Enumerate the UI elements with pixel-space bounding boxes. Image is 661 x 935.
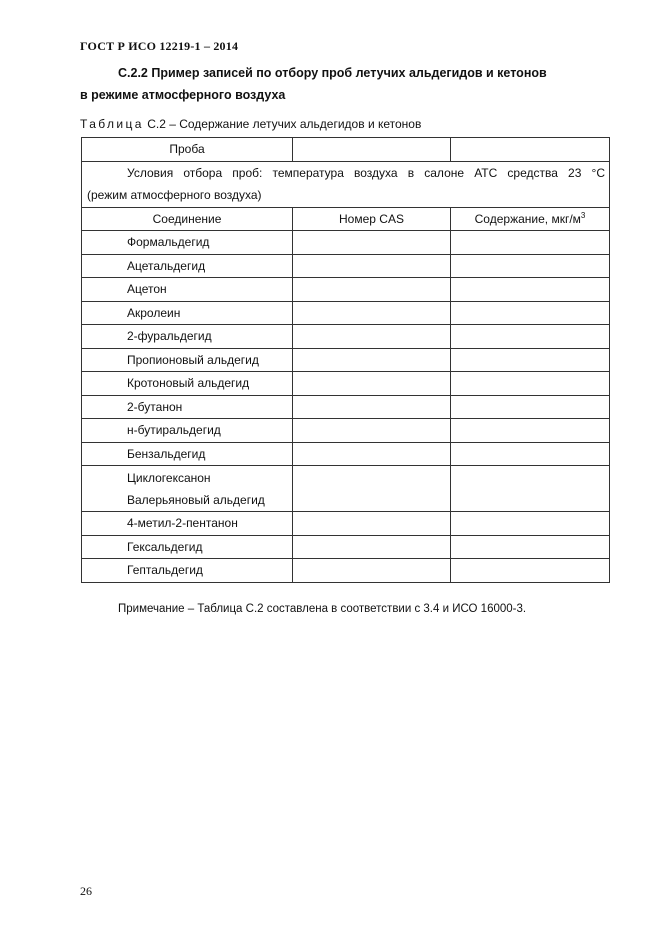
compound-name: Бензальдегид: [82, 442, 293, 466]
content-cell: [451, 301, 610, 325]
cas-cell: [293, 231, 451, 255]
header-content: [451, 207, 610, 231]
content-cell: [451, 442, 610, 466]
compounds-table: [81, 137, 610, 583]
sample-cell-3: [451, 138, 610, 162]
content-cell: [451, 419, 610, 443]
compound-name: Гексальдегид: [82, 535, 293, 559]
table-row: [82, 301, 610, 325]
compound-name: Ацетальдегид: [82, 254, 293, 278]
compound-name: Циклогексанон: [127, 470, 211, 485]
content-cell: [451, 395, 610, 419]
content-cell: [451, 348, 610, 372]
content-cell: [451, 231, 610, 255]
compound-name: 2-бутанон: [82, 395, 293, 419]
section-heading-line2: в режиме атмосферного воздуха: [80, 88, 286, 102]
section-heading: [80, 62, 600, 106]
sample-label: Проба: [82, 138, 293, 162]
table-row: [82, 278, 610, 302]
table-note: Примечание – Таблица С.2 составлена в соответствии с 3.4 и ИСО 16000-3.: [118, 603, 527, 615]
cas-cell: [293, 278, 451, 302]
table-row: [82, 419, 610, 443]
compound-name: 2-фуральдегид: [82, 325, 293, 349]
content-cell: [451, 254, 610, 278]
table-caption: [80, 117, 421, 131]
content-cell: [451, 559, 610, 583]
conditions-line2: (режим атмосферного воздуха): [87, 188, 262, 202]
content-cell: [451, 325, 610, 349]
cas-cell: [293, 419, 451, 443]
compound-name: Формальдегид: [82, 231, 293, 255]
conditions-row: [82, 161, 610, 207]
cas-cell: [293, 372, 451, 396]
cas-cell: [293, 254, 451, 278]
sample-row: [82, 138, 610, 162]
table-row: [82, 231, 610, 255]
table-row: [82, 325, 610, 349]
conditions-cell: [82, 161, 610, 207]
section-heading-line1: С.2.2 Пример записей по отбору проб летучих альдегидов и кетонов: [118, 66, 547, 80]
cas-cell: [293, 301, 451, 325]
table-caption-text: С.2 – Содержание летучих альдегидов и кетонов: [143, 117, 422, 131]
table-row-merged: [82, 466, 610, 512]
cas-cell: [293, 395, 451, 419]
conditions-line1: Условия отбора проб: температура воздуха в салоне АТС средства 23 °С: [127, 166, 605, 180]
compound-name: Ацетон: [82, 278, 293, 302]
compound-name: Акролеин: [82, 301, 293, 325]
table-row: [82, 372, 610, 396]
standard-header: ГОСТ Р ИСО 12219-1 – 2014: [80, 39, 239, 53]
content-cell: [451, 535, 610, 559]
content-cell: [451, 466, 610, 512]
sample-cell-2: [293, 138, 451, 162]
header-row: [82, 207, 610, 231]
cas-cell: [293, 559, 451, 583]
compound-name: Кротоновый альдегид: [82, 372, 293, 396]
header-content-sup: 3: [580, 211, 586, 221]
table-caption-word: Таблица: [80, 117, 144, 131]
table-row: [82, 512, 610, 536]
compound-name: н-бутиральдегид: [82, 419, 293, 443]
compound-name: Пропионовый альдегид: [82, 348, 293, 372]
table-row: [82, 348, 610, 372]
header-compound: Соединение: [82, 207, 293, 231]
content-cell: [451, 278, 610, 302]
content-cell: [451, 372, 610, 396]
header-cas: Номер CAS: [293, 207, 451, 231]
cas-cell: [293, 466, 451, 512]
compound-name: Валерьяновый альдегид: [127, 492, 265, 507]
cas-cell: [293, 512, 451, 536]
table-row: [82, 559, 610, 583]
table-row: [82, 535, 610, 559]
page-number: 26: [80, 884, 92, 898]
header-content-text: Содержание, мкг/м: [474, 212, 581, 227]
cas-cell: [293, 325, 451, 349]
cas-cell: [293, 442, 451, 466]
cas-cell: [293, 348, 451, 372]
compound-name: 4-метил-2-пентанон: [82, 512, 293, 536]
compound-name: Гептальдегид: [82, 559, 293, 583]
content-cell: [451, 512, 610, 536]
table-row: [82, 254, 610, 278]
cas-cell: [293, 535, 451, 559]
compound-name-merged: [82, 466, 293, 512]
table-row: [82, 395, 610, 419]
table-row: [82, 442, 610, 466]
